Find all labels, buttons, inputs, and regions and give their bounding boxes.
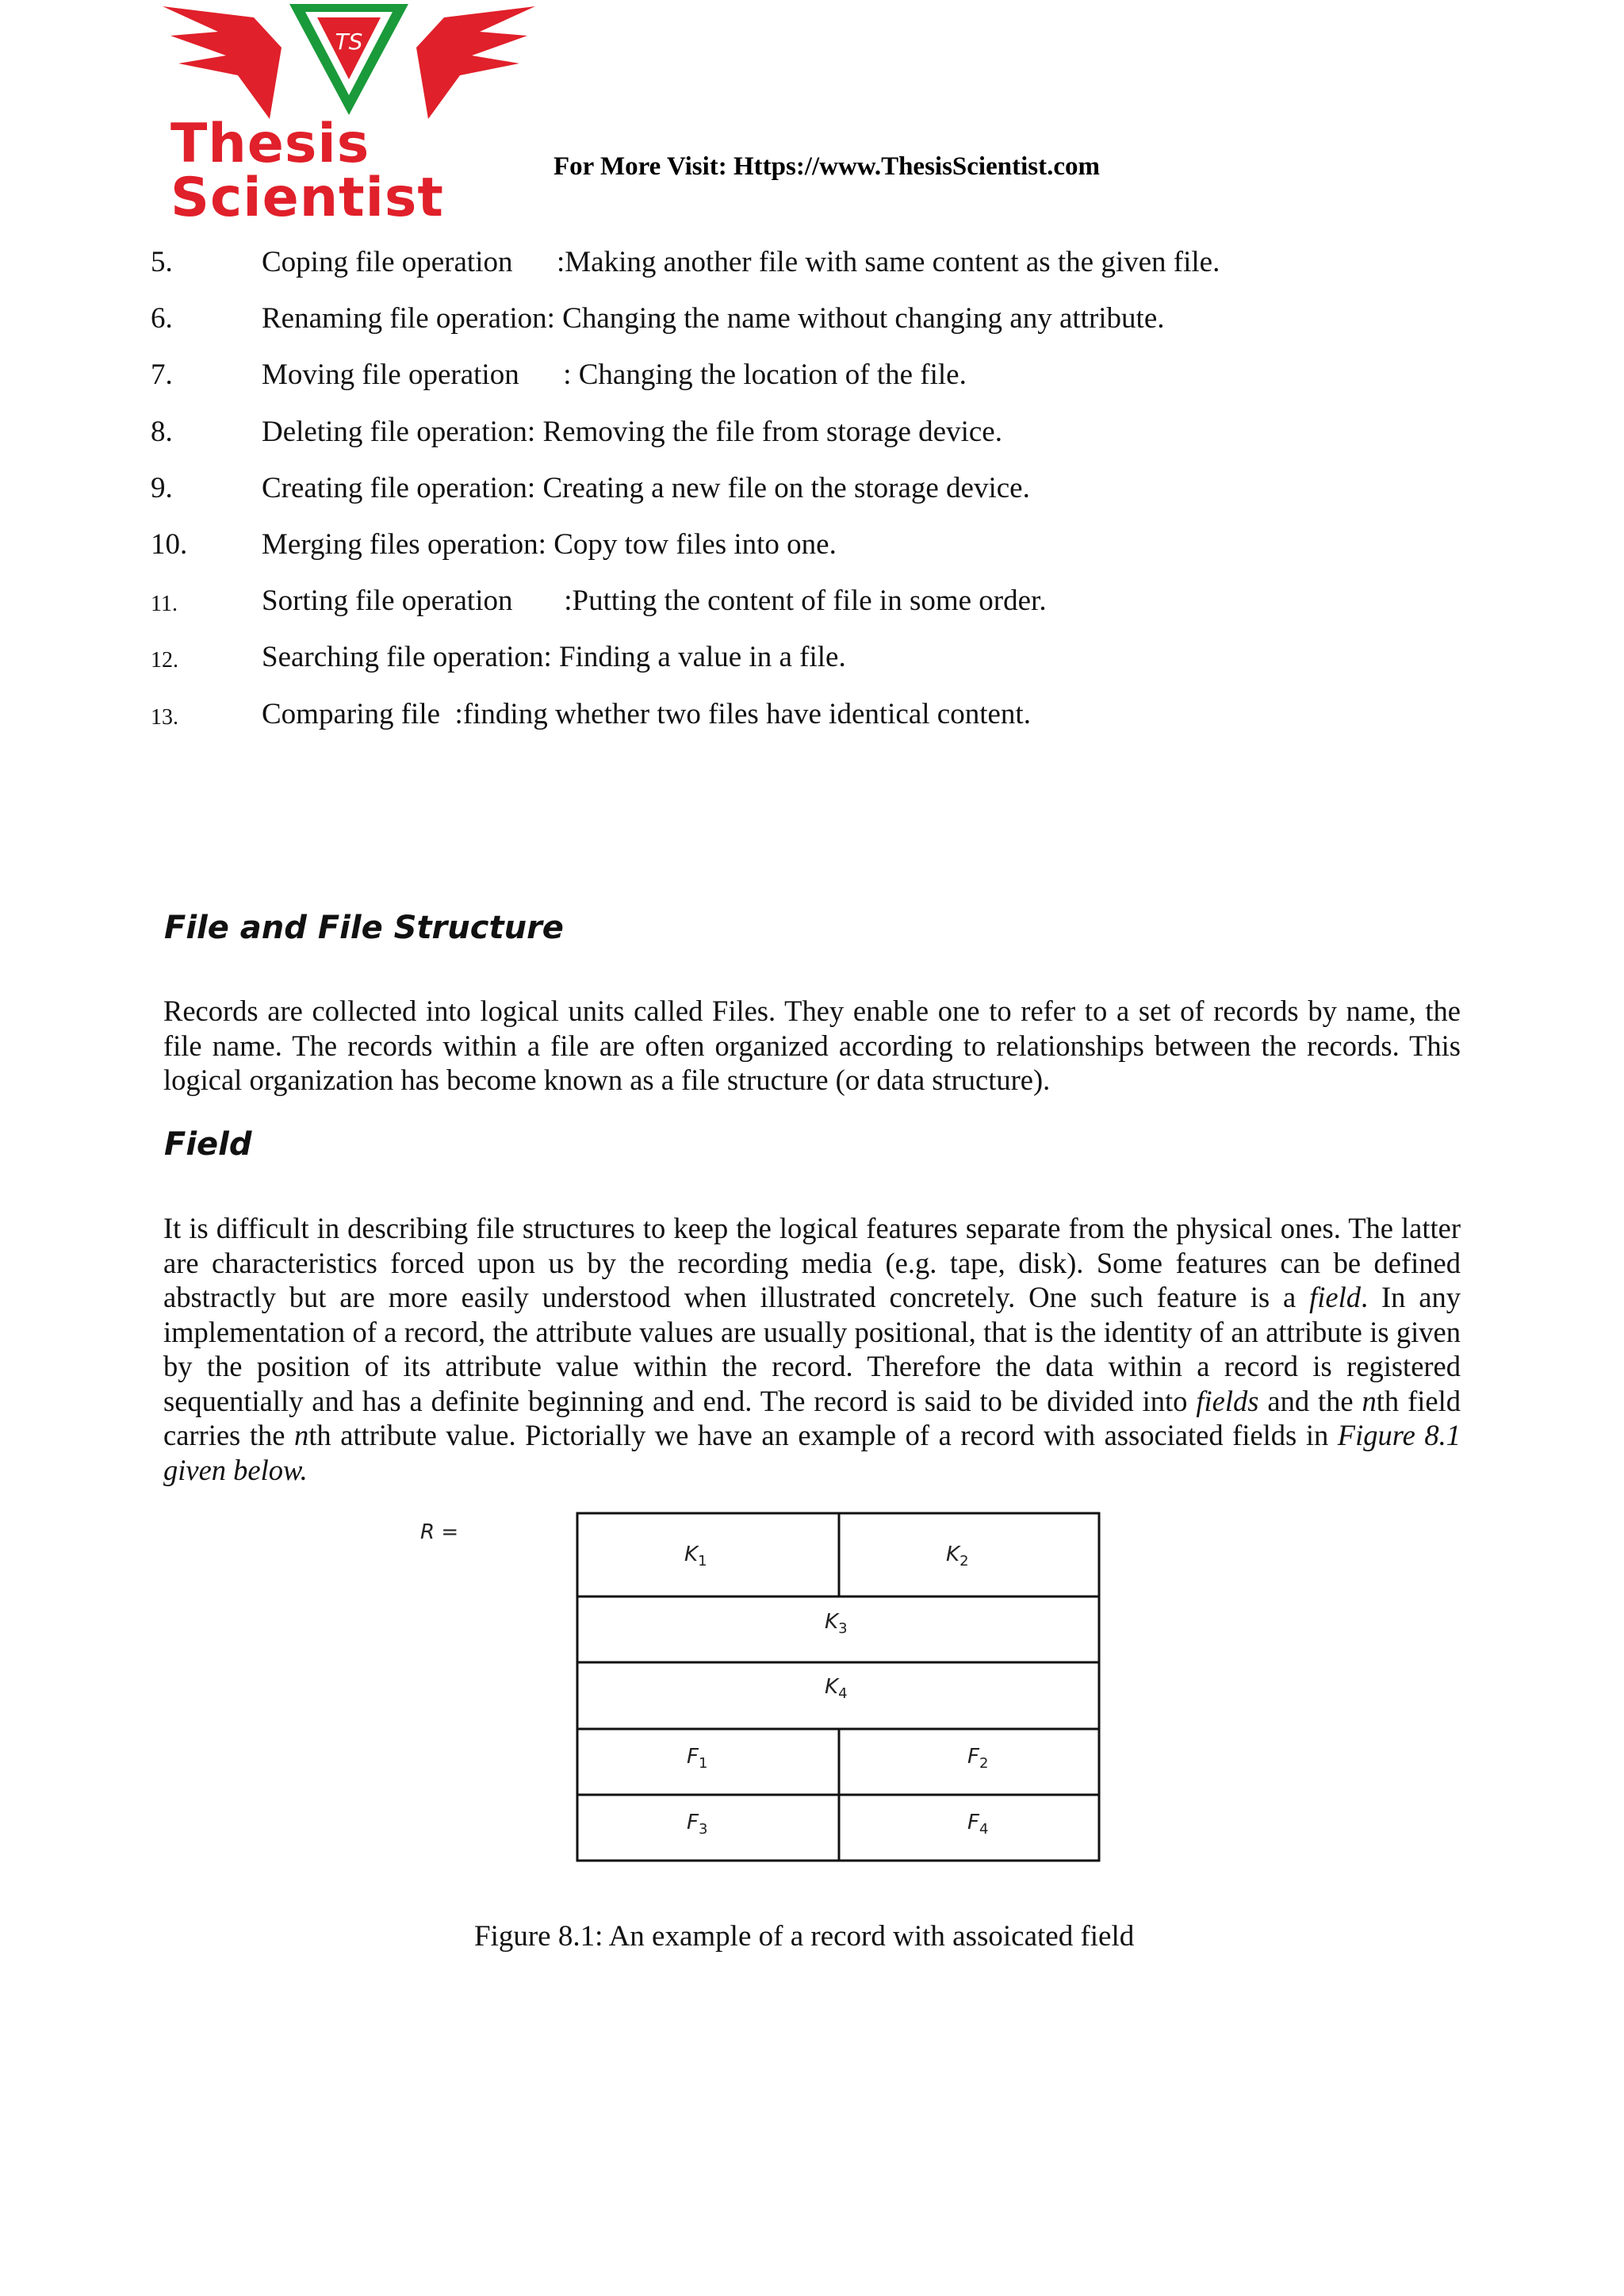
item-text: Searching file operation: Finding a value in a file. bbox=[262, 641, 846, 674]
item-number: 6. bbox=[151, 302, 173, 335]
list-item bbox=[151, 412, 1499, 468]
item-number: 7. bbox=[151, 358, 173, 392]
paragraph-file-structure: Records are collected into logical units called Files. They enable one to refer to a set of records by name, the file name. The records within a file are often organized according to relationships between the records. This logical organization has become known as a file structure (or data structure). bbox=[163, 995, 1461, 1096]
item-number: 12. bbox=[151, 648, 178, 673]
item-text: Renaming file operation: Changing the name without changing any attribute. bbox=[262, 302, 1165, 335]
item-number: 13. bbox=[151, 704, 178, 730]
cell-f3: $F_3$ bbox=[687, 1811, 708, 1838]
list-item bbox=[151, 694, 1499, 750]
cell-k1: $K_1$ bbox=[684, 1543, 707, 1570]
list-item bbox=[151, 298, 1499, 355]
paragraph-field: It is difficult in describing file structures to keep the logical features separate from the physical ones. The latter are characteristics forced upon us by the recording media (e.g. tape, disk). Some features can be defined abstractly but are more easily understood when illustrated concretely. One such feature is a field. In any implementation of a record, the attribute values are usually positional, that is the identity of an attribute is given by the position of its attribute value within the record. Therefore the data within a record is registered sequentially and has a definite beginning and end. The record is said to be divided into fields and the nth field carries the nth attribute value. Pictorially we have an example of a record with associated fields in Figure 8.1 given below. bbox=[163, 1212, 1461, 1486]
item-text: Comparing file :finding whether two files have identical content. bbox=[262, 697, 1031, 730]
cell-f4: $F_4$ bbox=[967, 1811, 989, 1838]
item-text: Sorting file operation :Putting the content of file in some order. bbox=[262, 585, 1047, 618]
heading-file-structure: File and File Structure bbox=[164, 910, 564, 946]
svg-text:TS: TS bbox=[335, 29, 363, 55]
cell-f1: $F_1$ bbox=[687, 1745, 708, 1772]
list-item bbox=[151, 468, 1499, 524]
list-item bbox=[151, 581, 1499, 637]
item-text: Moving file operation : Changing the location of the file. bbox=[262, 358, 967, 392]
item-text: Deleting file operation: Removing the file from storage device. bbox=[262, 415, 1002, 448]
list-item bbox=[151, 242, 1499, 298]
item-text: Merging files operation: Copy tow files into one. bbox=[262, 527, 837, 561]
figure-caption: Figure 8.1: An example of a record with assoicated field bbox=[474, 1920, 1135, 1953]
list-item bbox=[151, 524, 1499, 581]
item-number: 8. bbox=[151, 415, 173, 448]
item-number: 9. bbox=[151, 471, 173, 504]
list-item bbox=[151, 637, 1499, 693]
item-number: 11. bbox=[151, 592, 178, 617]
figure-reference: Figure 8.1 given below. bbox=[163, 1419, 1461, 1486]
item-number: 10. bbox=[151, 527, 188, 561]
item-text: Coping file operation :Making another file with same content as the given file. bbox=[262, 246, 1220, 278]
cell-f2: $F_2$ bbox=[967, 1745, 989, 1772]
item-text: Creating file operation: Creating a new file on the storage device. bbox=[262, 471, 1030, 504]
visit-website-text: For More Visit: Https://www.ThesisScientist.com bbox=[553, 152, 1100, 181]
file-operations-list bbox=[151, 242, 1499, 750]
item-number: 5. bbox=[151, 246, 173, 278]
list-item bbox=[151, 355, 1499, 411]
italic-field: field bbox=[1309, 1281, 1361, 1313]
logo bbox=[163, 0, 535, 229]
record-label: R = bbox=[420, 1520, 459, 1544]
cell-k2: $K_2$ bbox=[946, 1543, 969, 1570]
italic-fields: fields bbox=[1196, 1384, 1259, 1417]
cell-k3: $K_3$ bbox=[825, 1610, 848, 1637]
cell-k4: $K_4$ bbox=[825, 1675, 848, 1702]
logo-text: Thesis Scientist bbox=[170, 113, 444, 229]
heading-field: Field bbox=[164, 1126, 252, 1163]
